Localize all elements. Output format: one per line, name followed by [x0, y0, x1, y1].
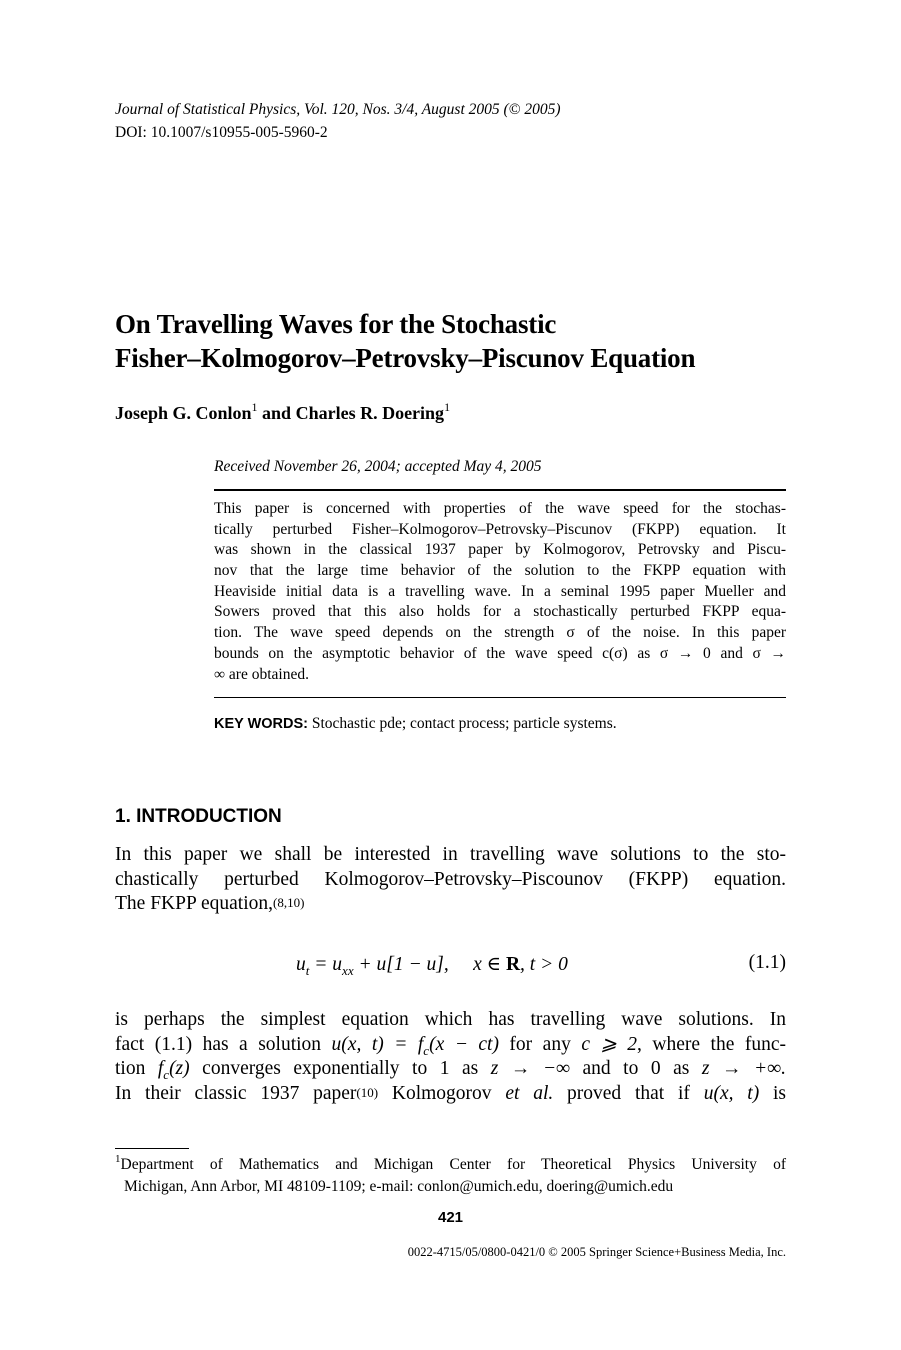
keywords-text: Stochastic pde; contact process; particle systems. [311, 715, 617, 732]
math: (x − ct) [429, 1033, 499, 1055]
math: u(x, t) = f [331, 1033, 424, 1055]
abstract-line: tically perturbed Fisher–Kolmogorov–Petrovsky–Piscunov (FKPP) equation. It [214, 520, 786, 538]
abstract-line: nov that the large time behavior of the solution to the FKPP equation with [214, 562, 786, 580]
eq-domain-reals: R [505, 954, 521, 975]
body-line [115, 1082, 786, 1107]
body-text: The FKPP equation, [115, 893, 273, 915]
math: f [157, 1058, 164, 1080]
abstract-line: ∞ are obtained. [214, 665, 309, 683]
body-line [115, 1033, 786, 1058]
footnote-mark: 1 [115, 1152, 121, 1165]
eq-sub-xx: xx [342, 962, 354, 978]
abstract-line: tion. The wave speed depends on the strength σ of the noise. In this paper [214, 624, 786, 642]
journal-citation: Journal of Statistical Physics, Vol. 120, Nos. 3/4, August 2005 (© 2005) [115, 101, 561, 118]
author-connector: and [262, 403, 292, 423]
abstract-line: This paper is concerned with properties of the wave speed for the stochas- [214, 500, 786, 517]
abstract-bottom-rule [214, 697, 786, 698]
body-text: is [759, 1083, 786, 1105]
eq-domain-t: , t > 0 [520, 954, 568, 975]
received-dates: Received November 26, 2004; accepted May 4, 2005 [214, 458, 542, 475]
title-line-2: Fisher–Kolmogorov–Petrovsky–Piscunov Equation [115, 343, 696, 373]
equation-number: (1.1) [748, 952, 786, 973]
abstract-line: bounds on the asymptotic behavior of the wave speed c(σ) as σ → 0 and σ → [214, 644, 786, 662]
equation-1-1 [296, 952, 568, 976]
footnote-rule [115, 1148, 189, 1149]
affiliation-mark: 1 [251, 400, 258, 414]
citation-ref: (8,10) [272, 895, 305, 911]
abstract-top-rule [214, 489, 786, 491]
body-text: tion [115, 1058, 158, 1080]
body-text: fact (1.1) has a solution [115, 1033, 332, 1055]
eq-u: u [296, 954, 306, 975]
author-list [115, 401, 450, 424]
et-al: et al. [505, 1083, 554, 1105]
intro-paragraph-1 [115, 843, 786, 917]
body-line: is perhaps the simplest equation which has travelling wave solutions. In [115, 1009, 786, 1030]
title-line-1: On Travelling Waves for the Stochastic [115, 309, 557, 339]
body-line: In this paper we shall be interested in travelling wave solutions to the sto- [115, 844, 786, 865]
copyright-line: 0022-4715/05/0800-0421/0 © 2005 Springer Science+Business Media, Inc. [407, 1245, 786, 1259]
body-text: , where the func- [637, 1033, 786, 1055]
math: (z) [169, 1058, 190, 1080]
body-text: for any [498, 1033, 582, 1055]
footnote-text: Department of Mathematics and Michigan Center for Theoretical Physics University of [120, 1156, 786, 1173]
doi: DOI: 10.1007/s10955-005-5960-2 [115, 124, 328, 141]
eq-domain-x: x ∈ [473, 954, 506, 975]
math-sub: c [163, 1067, 170, 1083]
body-text: proved that if [553, 1083, 704, 1105]
math: z → −∞ [490, 1058, 570, 1080]
math-sub: c [423, 1042, 430, 1058]
footnote-affiliation [115, 1154, 786, 1197]
abstract [214, 499, 786, 685]
abstract-line: was shown in the classical 1937 paper by Kolmogorov, Petrovsky and Piscu- [214, 541, 786, 559]
page-number: 421 [437, 1209, 464, 1226]
author-doering: Charles R. Doering [295, 403, 445, 423]
eq-sub-t: t [305, 962, 310, 978]
keywords [214, 715, 617, 733]
intro-paragraph-2 [115, 1008, 786, 1107]
abstract-line: Sowers proved that this also holds for a stochastically perturbed FKPP equa- [214, 603, 786, 621]
footnote-line: Michigan, Ann Arbor, MI 48109-1109; e-mail: conlon@umich.edu, doering@umich.edu [124, 1177, 674, 1195]
body-line [115, 892, 786, 917]
body-text: and to 0 as [569, 1058, 702, 1080]
math: z → +∞. [701, 1058, 786, 1080]
body-text: converges exponentially to 1 as [189, 1058, 491, 1080]
math: c ⩾ 2 [581, 1033, 638, 1055]
author-conlon: Joseph G. Conlon [115, 403, 252, 423]
keywords-label: KEY WORDS: [214, 716, 308, 732]
eq-uxx: = u [309, 954, 343, 975]
math: u(x, t) [703, 1083, 760, 1105]
affiliation-mark: 1 [444, 400, 451, 414]
abstract-line: Heaviside initial data is a travelling wave. In a seminal 1995 paper Mueller and [214, 582, 786, 600]
body-line: chastically perturbed Kolmogorov–Petrovsky–Piscounov (FKPP) equation. [115, 868, 786, 890]
citation-ref: (10) [356, 1085, 379, 1101]
body-text: Kolmogorov [378, 1083, 506, 1105]
body-text: In their classic 1937 paper [115, 1083, 357, 1105]
eq-rhs: + u[1 − u], [353, 954, 449, 975]
section-heading-introduction: 1. INTRODUCTION [115, 806, 282, 827]
body-line [115, 1057, 786, 1082]
footnote-line [115, 1154, 786, 1176]
paper-title [115, 307, 815, 375]
